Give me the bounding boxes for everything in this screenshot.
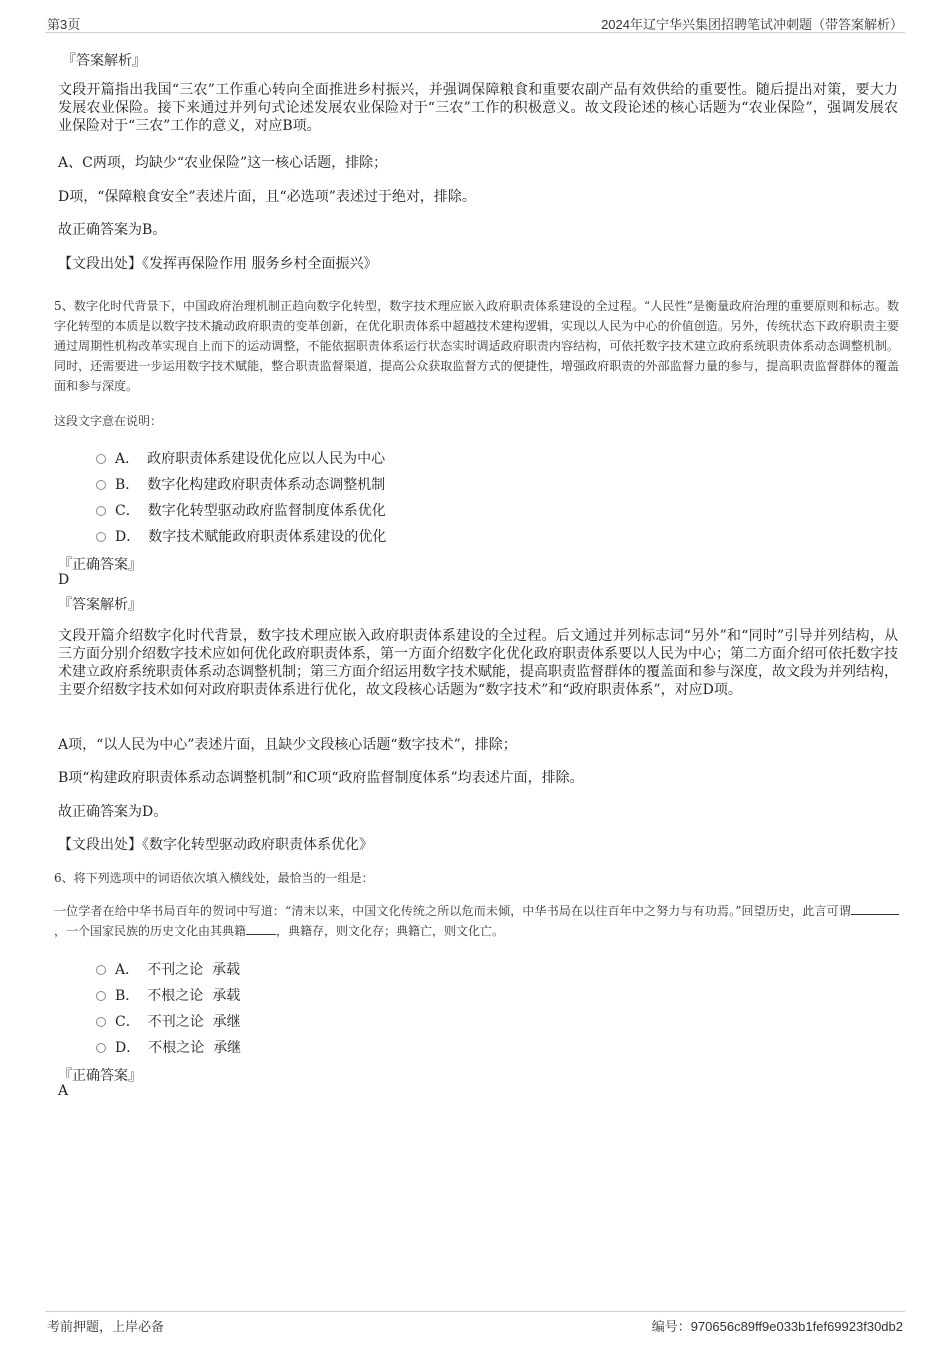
q5-conclusion: 故正确答案为D。	[58, 804, 168, 820]
radio-button[interactable]	[96, 1043, 106, 1053]
q5-stem: 5、数字化时代背景下，中国政府治理机制正趋向数字化转型，数字技术理应嵌入政府职责体系建设的全过程。“人民性”是衡量政府治理的重要原则和标志。数字化转型的本质是以数字技术撬动政府职责的变革创新，在优化职责体系中超越技术建构逻辑，实现以人民为中心的价值创造。另外，传统状态下政府职责主要通过周期性机构改革实现自上而下的运动调整，不能依据职责体系运行状态实时调适政府职责内容结构，可依托数字技术建立政府系统职责体系动态调整机制。同时，还需要进一步运用数字技术赋能，整合职责监督渠道，提高公众获取监督方式的便捷性，增强政府职责的外部监督力量的参与，提高职责监督群体的覆盖面和参与深度。	[54, 299, 899, 393]
q5-exclude-2: B项“构建政府职责体系动态调整机制”和C项“政府监督制度体系”均表述片面，排除。	[58, 770, 584, 786]
radio-button[interactable]	[96, 965, 106, 975]
q5-analysis: 文段开篇介绍数字化时代背景，数字技术理应嵌入政府职责体系建设的全过程。后文通过并列标志词“另外”和“同时”引导并列结构，从三方面分别介绍数字技术应如何优化政府职责体系，第一方面介绍数字化优化政府职责体系要以人民为中心；第二方面介绍可依托数字技术建立政府系统职责体系动态调整机制；第三方面介绍运用数字技术赋能，提高职责监督群体的覆盖面和参与深度，故文段为并列结构，主要介绍数字技术如何对政府职责体系进行优化，故文段核心话题为“数字技术”和“政府职责体系”，对应D项。	[58, 628, 898, 698]
option-letter: D．	[115, 1040, 141, 1056]
option-text: 数字化转型驱动政府监督制度体系优化	[147, 503, 386, 519]
q4-exclude-2: D项，“保障粮食安全”表述片面，且“必选项”表述过于绝对，排除。	[58, 189, 476, 205]
option-text: 不刊之论 承继	[147, 1014, 241, 1030]
q5-question: 这段文字意在说明：	[54, 414, 163, 428]
q6-answer-label: 『正确答案』	[58, 1068, 142, 1084]
q6-passage	[54, 901, 899, 941]
option-text: 不根之论 承载	[147, 988, 241, 1004]
page-header	[45, 14, 905, 33]
blank-2	[246, 922, 276, 935]
option-letter: C．	[115, 1014, 140, 1030]
q5-option-d[interactable]	[96, 526, 386, 546]
q5-analysis-label: 『答案解析』	[58, 597, 142, 613]
option-letter: B．	[115, 988, 140, 1004]
option-text: 数字化构建政府职责体系动态调整机制	[147, 477, 386, 493]
q5-answer: D	[58, 572, 70, 588]
option-text: 政府职责体系建设优化应以人民为中心	[147, 451, 386, 467]
option-letter: C．	[115, 503, 140, 519]
document-title: 2024年辽宁华兴集团招聘笔试冲刺题（带答案解析）	[601, 17, 903, 32]
q4-analysis: 文段开篇指出我国“三农”工作重心转向全面推进乡村振兴，并强调保障粮食和重要农副产品有效供给的重要性。随后提出对策，要大力发展农业保险。接下来通过并列句式论述发展农业保险对于“三农”工作的积极意义。故文段论述的核心话题为“农业保险”，强调发展农业保险对于“三农”工作的意义，对应B项。	[58, 82, 898, 134]
q6-option-c[interactable]	[96, 1011, 241, 1031]
q5-answer-label: 『正确答案』	[58, 557, 142, 573]
option-letter: B．	[115, 477, 140, 493]
page-footer	[45, 1311, 905, 1334]
radio-button[interactable]	[96, 506, 106, 516]
q4-source: 【文段出处】《发挥再保险作用 服务乡村全面振兴》	[58, 256, 378, 272]
q6-option-a[interactable]	[96, 959, 240, 979]
q5-option-b[interactable]	[96, 474, 385, 494]
q5-option-c[interactable]	[96, 500, 386, 520]
radio-button[interactable]	[96, 480, 106, 490]
document-id: 编号：970656c89ff9e033b1fef69923f30db2	[651, 1319, 903, 1334]
option-letter: A．	[115, 451, 140, 467]
q5-exclude-1: A项，“以人民为中心”表述片面，且缺少文段核心话题“数字技术”，排除；	[58, 737, 517, 753]
option-text: 不根之论 承继	[148, 1040, 242, 1056]
option-letter: A．	[115, 962, 140, 978]
q6-option-d[interactable]	[96, 1037, 241, 1057]
blank-1	[851, 902, 899, 915]
q6-passage-part-1: 一位学者在给中华书局百年的贺词中写道：“清末以来，中国文化传统之所以危而未倾，中华书局在以往百年中之努力与有功焉。”回望历史，此言可谓	[54, 904, 851, 918]
q6-passage-part-2: ，一个国家民族的历史文化由其典籍	[54, 924, 247, 938]
q4-analysis-label: 『答案解析』	[62, 53, 146, 69]
q4-conclusion: 故正确答案为B。	[58, 222, 167, 238]
page-number: 第3页	[47, 17, 81, 32]
option-text: 不刊之论 承载	[147, 962, 241, 978]
option-text: 数字技术赋能政府职责体系建设的优化	[148, 529, 387, 545]
q5-source: 【文段出处】《数字化转型驱动政府职责体系优化》	[58, 837, 373, 853]
q5-option-a[interactable]	[96, 448, 385, 468]
q6-answer: A	[58, 1083, 69, 1099]
footer-slogan: 考前押题，上岸必备	[47, 1319, 165, 1334]
q4-exclude-1: A、C两项，均缺少“农业保险”这一核心话题，排除；	[58, 155, 388, 171]
radio-button[interactable]	[96, 532, 106, 542]
radio-button[interactable]	[96, 1017, 106, 1027]
q6-stem: 6、将下列选项中的词语依次填入横线处，最恰当的一组是：	[54, 871, 374, 885]
option-letter: D．	[115, 529, 141, 545]
q6-passage-part-3: ，典籍存，则文化存；典籍亡，则文化亡。	[276, 924, 505, 938]
radio-button[interactable]	[96, 454, 106, 464]
q6-option-b[interactable]	[96, 985, 240, 1005]
radio-button[interactable]	[96, 991, 106, 1001]
